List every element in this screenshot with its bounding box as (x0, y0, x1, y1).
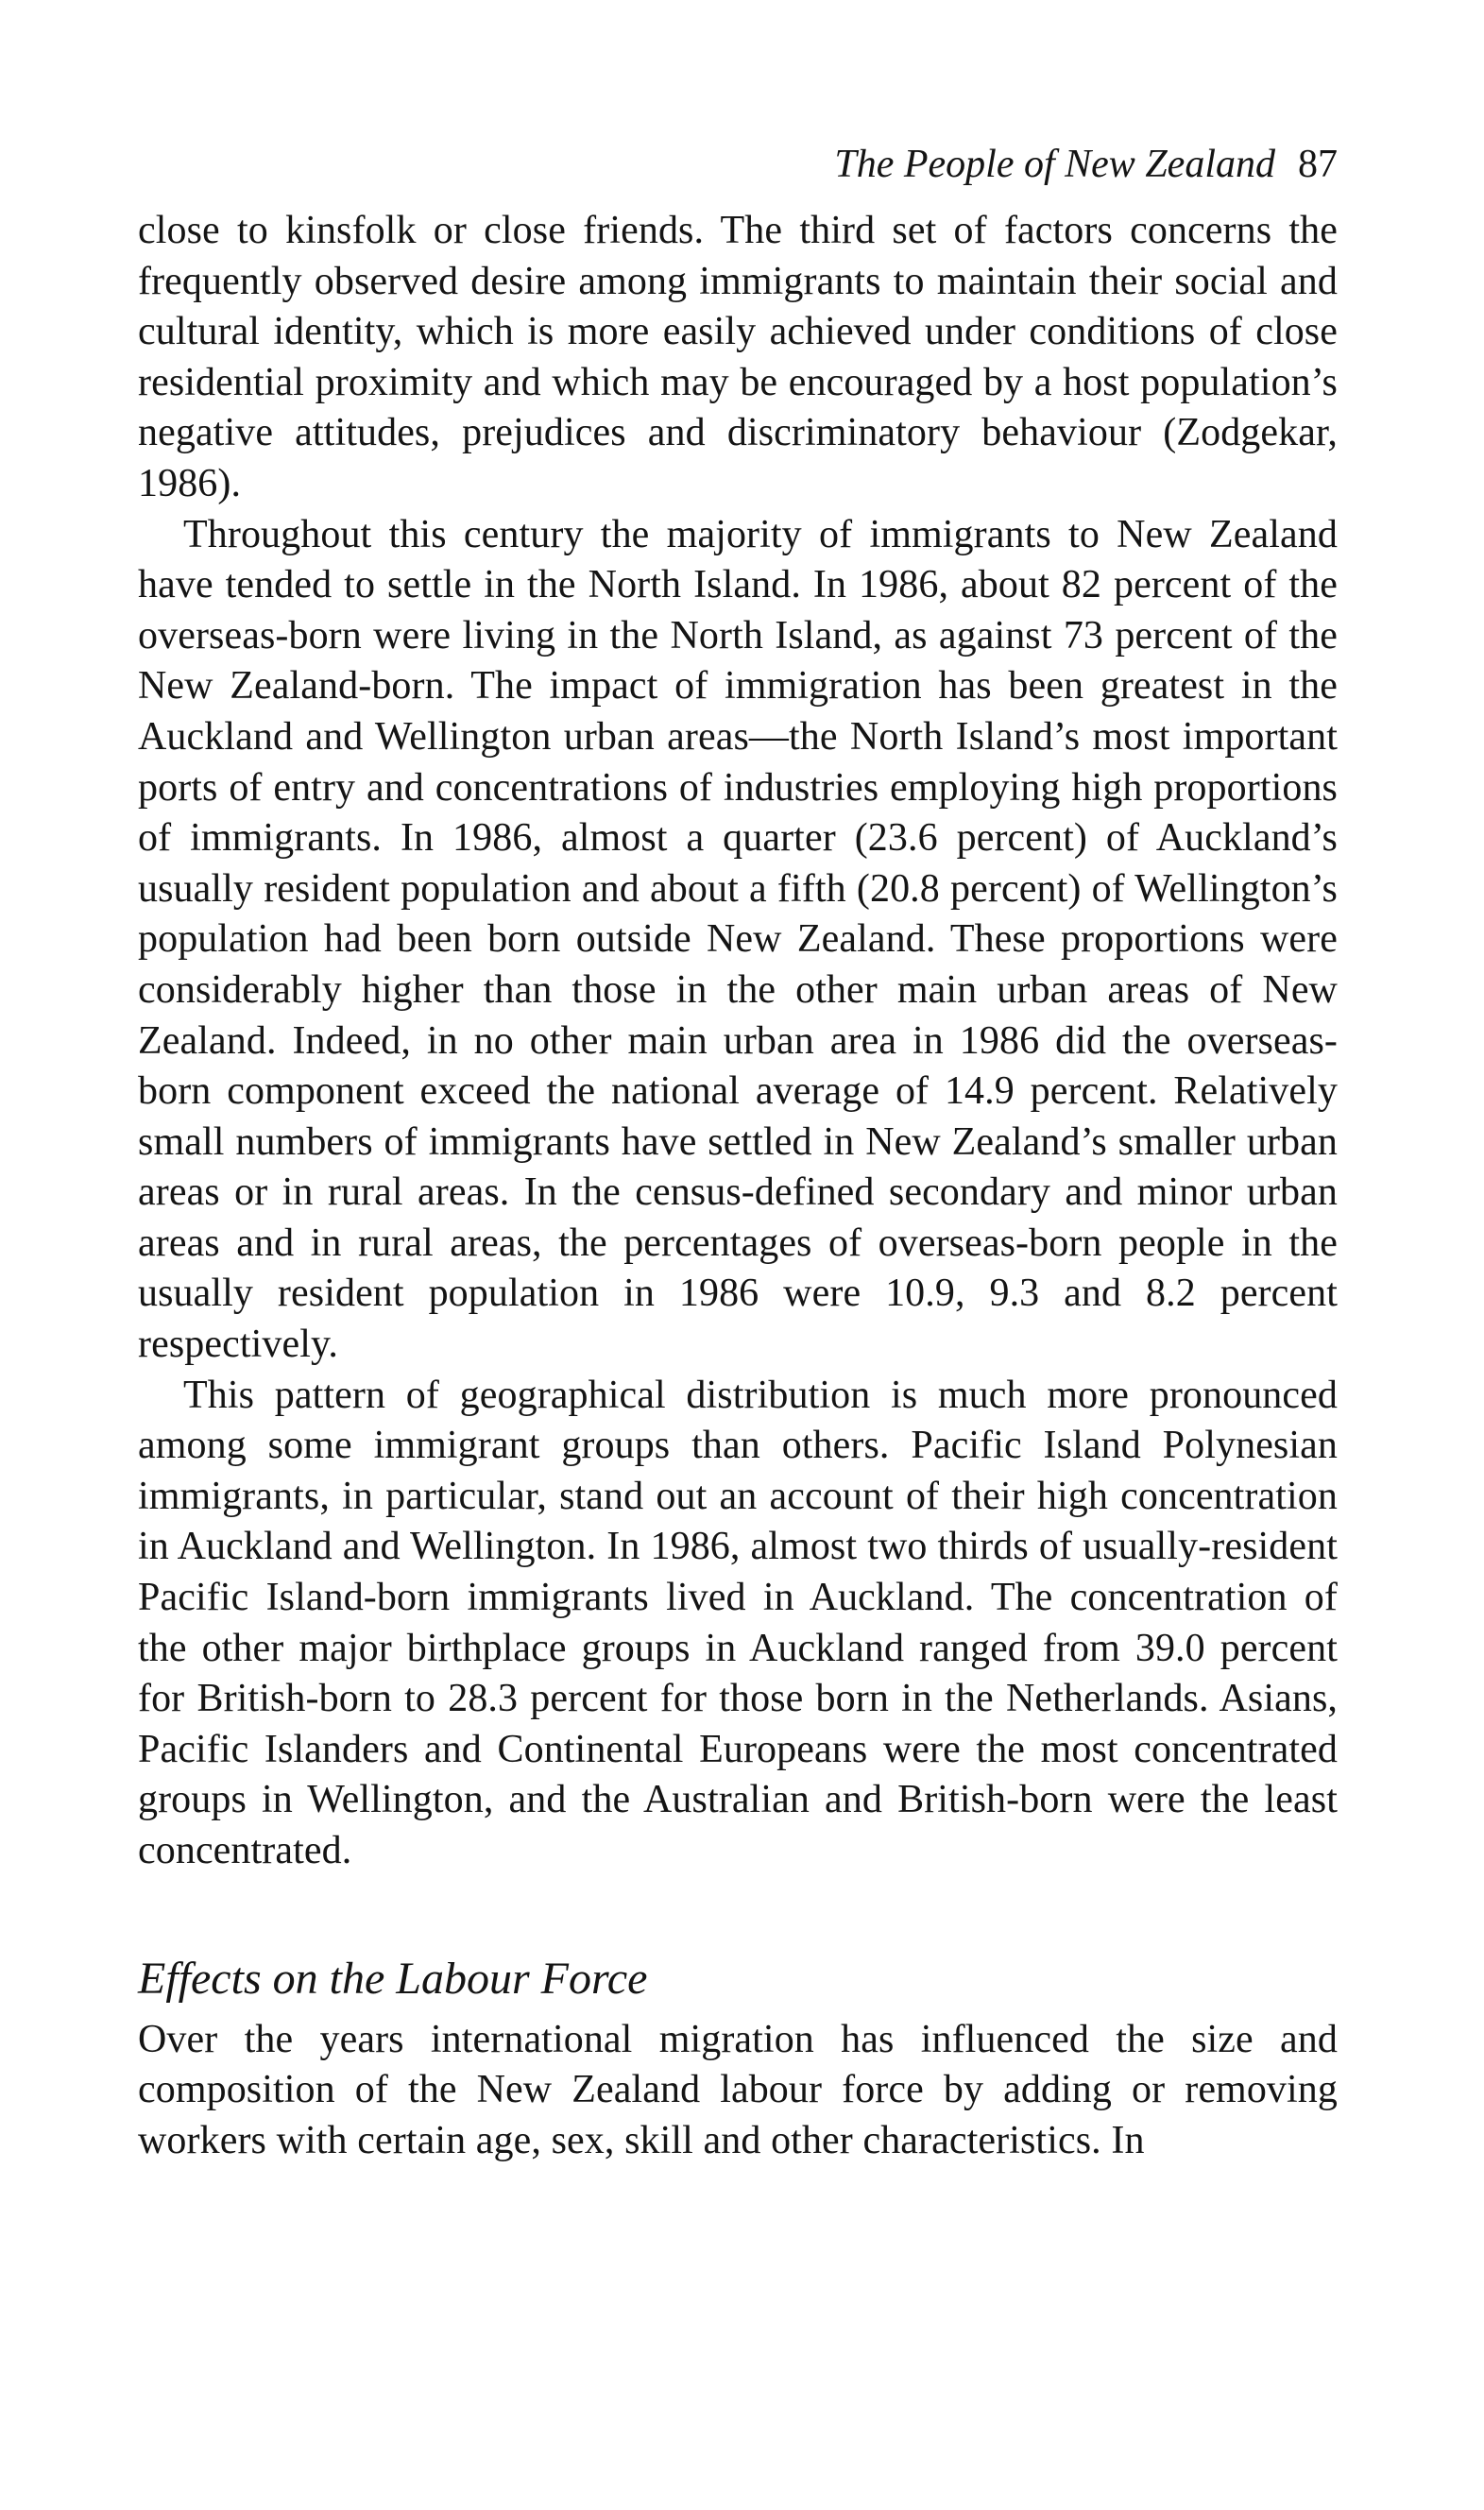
section-heading: Effects on the Labour Force (138, 1953, 648, 2004)
paragraph-group-concentration: This pattern of geographical distribution is much more pronounced among some immigrant groups than others. Pacific Island Polynesian immigrants, in particular, stand out an account of their high concentration in Auckland and Wellington. In 1986, almost two thirds of usually-resident Pacific Island-born immigrants lived in Auckland. The concentration of the other major birthplace groups in Auckland ranged from 39.0 percent for British-born to 28.3 percent for those born in the Netherlands. Asians, Pacific Islanders and Continental Europeans were the most concentrated groups in Wellington, and the Australian and British-born were the least concentrated. (138, 1373, 1338, 1872)
running-head (138, 140, 1338, 189)
paragraph-continuation: close to kinsfolk or close friends. The third set of factors concerns the frequently observed desire among immigrants to maintain their social and cultural identity, which is more easily achieved under conditions of close residential proximity and which may be encouraged by a host population’s negative attitudes, prejudices and discriminatory behaviour (Zodgekar, 1986). (138, 209, 1338, 505)
paragraph-labour-force: Over the years international migration has influenced the size and composition of the New Zealand labour force by adding or removing workers with certain age, sex, skill and other characteristics. In (138, 2017, 1338, 2162)
book-page (138, 140, 1338, 2166)
paragraph-settlement-distribution: Throughout this century the majority of immigrants to New Zealand have tended to settle in the North Island. In 1986, about 82 percent of the overseas-born were living in the North Island, as against 73 percent of the New Zealand-born. The impact of immigration has been greatest in the Auckland and Wellington urban areas—the North Island’s most important ports of entry and concentrations of industries employing high proportions of immigrants. In 1986, almost a quarter (23.6 percent) of Auckland’s usually resident population and about a fifth (20.8 percent) of Wellington’s population had been born outside New Zealand. These proportions were considerably higher than those in the other main urban areas of New Zealand. Indeed, in no other main urban area in 1986 did the overseas-born component exceed the national average of 14.9 percent. Relatively small numbers of immigrants have settled in New Zealand’s smaller urban areas or in rural areas. In the census-defined secondary and minor urban areas and in rural areas, the percentages of overseas-born people in the usually resident population in 1986 were 10.9, 9.3 and 8.2 percent respectively. (138, 512, 1338, 1367)
page-number: 87 (1298, 143, 1338, 186)
running-head-title: The People of New Zealand (834, 143, 1275, 186)
